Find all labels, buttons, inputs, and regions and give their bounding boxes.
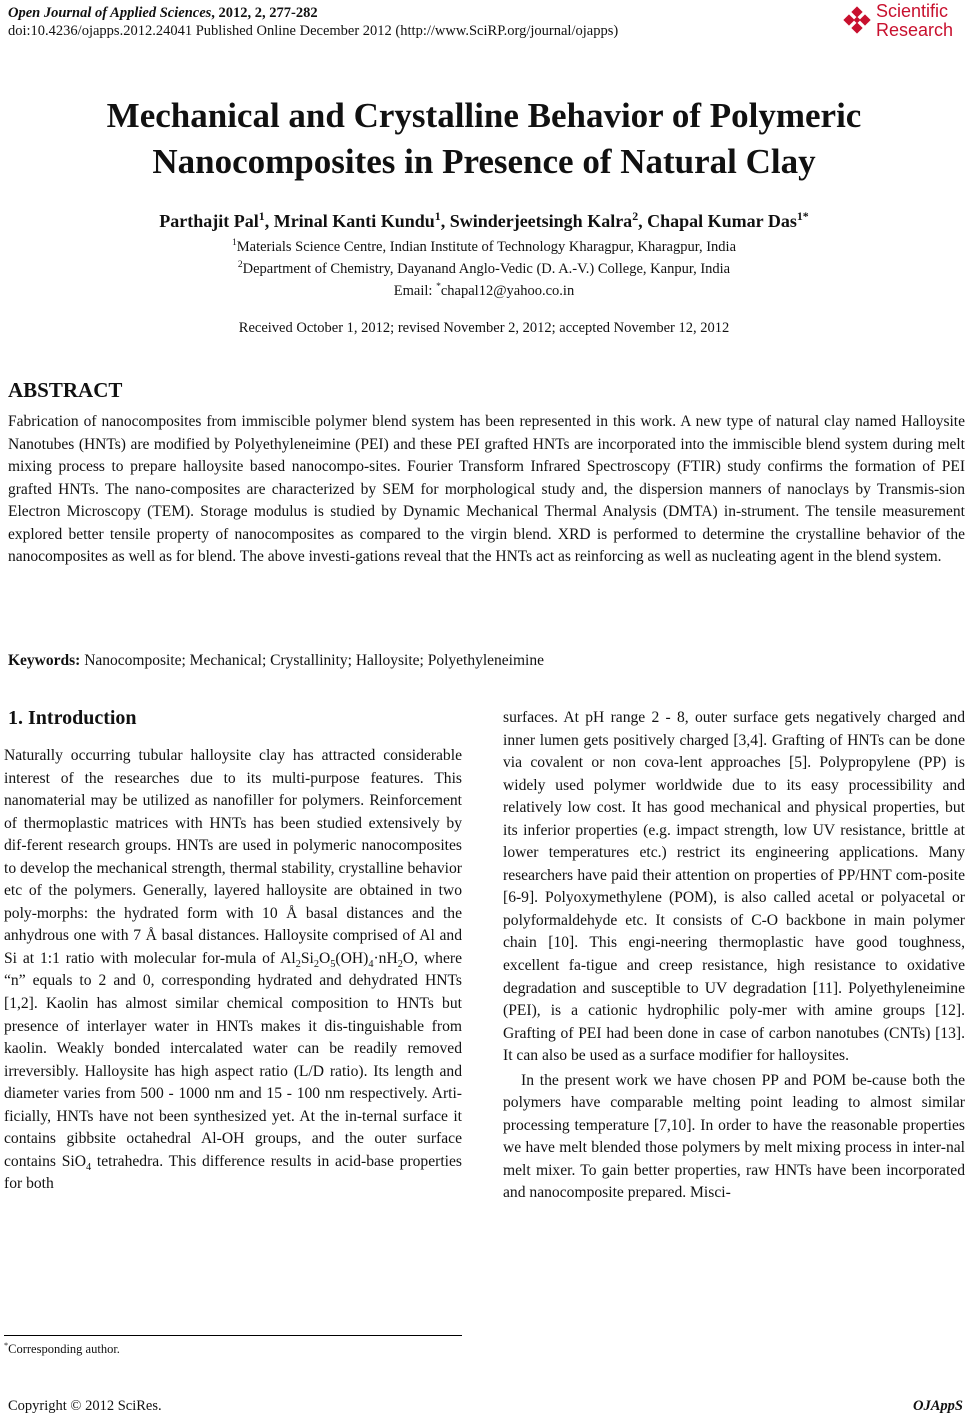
author-sup: 1 [434, 209, 441, 223]
column-left [4, 745, 462, 1196]
email-address[interactable]: chapal12@yahoo.co.in [440, 283, 575, 299]
section-heading-introduction: 1. Introduction [8, 707, 137, 729]
footnote-divider [4, 1335, 462, 1336]
journal-citation: , 2012, 2, 277-282 [211, 5, 318, 21]
copyright: Copyright © 2012 SciRes. [8, 1398, 162, 1414]
running-header [8, 4, 618, 40]
column-right [503, 707, 965, 1205]
author-sup: 1* [796, 209, 809, 223]
title-line-2: Nanocomposites in Presence of Natural Clay [152, 142, 816, 181]
received-dates: Received October 1, 2012; revised November 2, 2012; accepted November 12, 2012 [238, 320, 730, 336]
keywords [8, 652, 544, 670]
abstract-heading: ABSTRACT [8, 378, 123, 402]
paper-title [0, 93, 968, 185]
logo-text-research: Research [876, 20, 954, 40]
author-name: Parthajit Pal [159, 211, 259, 231]
affiliation-sup: 2 [237, 259, 243, 271]
affiliation-2 [0, 261, 968, 278]
abstract-body: Fabrication of nanocomposites from immiscible polymer blend system has been represented in this work. A new type of natural clay named Halloysite Nanotubes (HNTs) are modified by Polyethyleneimine (PEI) and these PEI grafted HNTs are incorporated into the immiscible blend system during melt mixing process to prepare halloysite based nanocompo-sites. Fourier Transform Infrared Spectroscopy (FTIR) study confirms the formation of PEI grafted HNTs. The nano-composites are characterized by SEM for morphological study and, the dispersion manners of nanoclays by Transmis-sion Electron Microscopy (TEM). Storage modulus is studied by Dynamic Mechanical Thermal Analysis (DMTA) in-strument. The tensile measurement explored better tensile property of nanocomposites as compared to the virgin blend. XRD is performed to determine the crystalline behavior of the nanocomposites as well as for blend. The above investi-gations reveal that the HNTs act as reinforcing as well as nucleating agent in the blend system. [8, 413, 965, 565]
affiliation-sup: 1 [231, 237, 237, 249]
paragraph-text: Naturally occurring tubular halloysite clay has attracted considerable interest of the researches due to its multi-purpose features. This nanomaterial may be utilized as nanofiller for polymers. Reinforcement of thermoplastic matrices with HNTs has been studied extensively by dif-ferent research groups. HNTs are used in polymeric nanocomposites to develop the mechanical strength, thermal stability, crystalline behavior etc of the polymers. Generally, layered halloysite are obtained in two poly-morphs: the hydrated form with 10 Å basal distances and the anhydrous one with 7 Å basal distances. Halloysite comprised of Al and Si at 1:1 ratio with molecular for-mula of [4, 747, 462, 967]
paragraph [4, 745, 462, 1196]
email-sup: * [436, 281, 441, 293]
paragraph-text: , where “n” equals to 2 and 0, corresponding hydrated and dehydrated HNTs [1,2]. Kaolin has almost similar chemical composition to HNTs but presence of interlayer water in HNTs makes it dis-tinguishable from kaolin. Weakly bonded intercalated water can be readily removed irreversibly. Halloysite has high aspect ratio (L/D ratio). Its length and diameter varies from 500 - 1000 nm and 15 - 100 nm respectively. Arti-ficially, HNTs have not been synthesized yet. At the in-ternal surface it contains gibbsite octahedral Al-OH groups, and the outer surface contains [4, 949, 463, 1170]
publisher-logo [842, 2, 962, 44]
journal-abbrev: OJAppS [913, 1398, 963, 1414]
footnote-sup: * [4, 1340, 9, 1350]
paragraph: surfaces. At pH range 2 - 8, outer surface gets negatively charged and inner lumen gets positively charged [3,4]. Grafting of HNTs can be done via covalent or non cova-lent approaches [5]. Polypropylene (PP) is widely used polymer worldwide due to its easy processibility and relatively low cost. It has good mechanical and physical properties, but its inferior properties (e.g. impact strength, low UV resistance, brittle at lower temperatures etc.) restrict its engineering applications. Many researchers have paid their attention on properties of PP/HNT com-posite [6-9]. Polyoxymethylene (POM), is also called acetal or polyacetal or polyformaldehyde etc. It consists of C-O backbone in main polymer chain [10]. This engi-neering thermoplastic have good toughness, excellent fa-tigue and creep resistance, high resistance to oxidative degradation and susceptible to UV degradation [11]. Polyethyleneimine (PEI), is a cationic hydrophilic poly-mer with amine groups [12]. Grafting of PEI had been done in case of carbon nanotubes (CNTs) [13]. It can also be used as a surface modifier for halloysites. [503, 709, 965, 1065]
sio4-formula: SiO$_4$ [61, 1152, 92, 1173]
affiliation-text: Department of Chemistry, Dayanand Anglo-Vedic (D. A.-V.) College, Kanpur, India [242, 261, 731, 277]
scirp-logo-icon [842, 6, 872, 36]
affiliation-text: Materials Science Centre, Indian Institute of Technology Kharagpur, Kharagpur, India [236, 239, 737, 255]
footnote [4, 1342, 120, 1357]
author-list: Parthajit Pal$^1$, Mrinal Kanti Kundu$^1$, Swinderjeetsingh Kalra$^2$, Chapal Kumar Das$^{1*}$ [159, 209, 809, 231]
paragraph-text: tetrahedra. This difference results in acid-base properties for both [4, 1152, 462, 1193]
keywords-label: Keywords: [8, 652, 81, 669]
paragraph: In the present work we have chosen PP and POM be-cause both the polymers have comparable melting point leading to almost similar processing temperature [7,10]. In order to have the reasonable properties we have melt blended those polymers by melt mixing process in inter-nal melt mixer. To gain better properties, raw HNTs have been incorporated and nanocomposite prepared. Misci- [503, 1071, 965, 1202]
keywords-list: Nanocomposite; Mechanical; Crystallinity; Halloysite; Polyethyleneimine [80, 652, 544, 669]
author-name: Swinderjeetsingh Kalra [449, 211, 633, 231]
author-sup: 1 [258, 209, 265, 223]
affiliation-1 [0, 239, 968, 256]
doi-line: doi:10.4236/ojapps.2012.24041 Published Online December 2012 (http://www.SciRP.org/journal/ojapps) [8, 23, 619, 39]
logo-text-scientific: Scientific [876, 1, 949, 21]
title-line-1: Mechanical and Crystalline Behavior of Polymeric [106, 96, 862, 135]
author-sup: 2 [632, 209, 639, 223]
author-name: Chapal Kumar Das [647, 211, 797, 231]
chemical-formula: $Al_2Si_2O_5(OH)_4\cdot nH_2O$ [280, 949, 415, 971]
page-footer [8, 1398, 963, 1415]
email-label: Email: [393, 283, 437, 299]
journal-name: Open Journal of Applied Sciences [8, 5, 212, 21]
author-name: Mrinal Kanti Kundu [273, 211, 435, 231]
email-line [0, 283, 968, 300]
footnote-text: Corresponding author. [8, 1342, 120, 1356]
